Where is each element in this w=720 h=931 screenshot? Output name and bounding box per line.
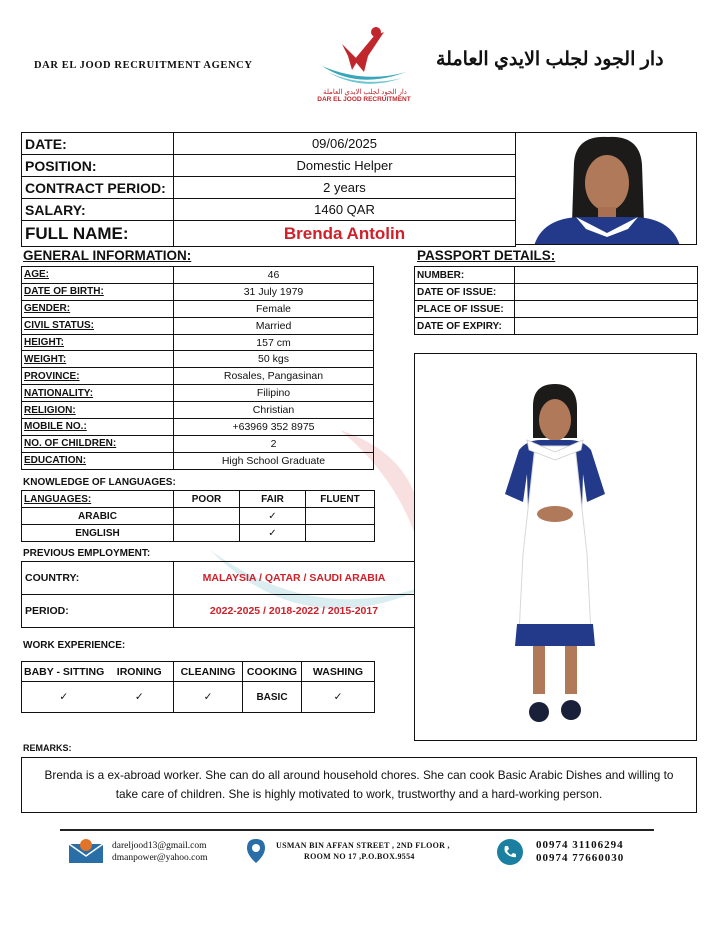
province-label: PROVINCE: — [22, 368, 174, 385]
footer-address-1: USMAN BIN AFFAN STREET , 2ND FLOOR , — [276, 841, 450, 850]
washing-header: WASHING — [302, 662, 375, 682]
full-body-photo — [414, 353, 697, 741]
english-fluent — [306, 525, 375, 542]
languages-table — [21, 490, 375, 542]
logo-text-ar: دار الجود لجلب الايدي العاملة — [323, 89, 407, 96]
logo-text-en: DAR EL JOOD RECRUITMENT — [317, 96, 411, 103]
english-poor — [174, 525, 240, 542]
english-label: ENGLISH — [22, 525, 174, 542]
work-experience-heading: WORK EXPERIENCE: — [23, 640, 126, 651]
civil-status-value: Married — [174, 317, 374, 334]
height-value: 157 cm — [174, 334, 374, 351]
english-fair-check: ✓ — [240, 525, 306, 542]
agency-name-ar: دار الجود لجلب الايدي العاملة — [436, 49, 664, 70]
contract-period-label: CONTRACT PERIOD: — [22, 177, 174, 199]
email-icon — [68, 838, 104, 869]
nationality-label: NATIONALITY: — [22, 385, 174, 402]
footer-phone-2: 00974 77660030 — [536, 852, 625, 864]
children-label: NO. OF CHILDREN: — [22, 435, 174, 452]
passport-issue-date-label: DATE OF ISSUE: — [415, 284, 515, 301]
cooking-value: BASIC — [243, 682, 302, 713]
children-value: 2 — [174, 435, 374, 452]
dob-label: DATE OF BIRTH: — [22, 283, 174, 300]
poor-header: POOR — [174, 491, 240, 508]
languages-heading: KNOWLEDGE OF LANGUAGES: — [23, 477, 176, 488]
full-name-value: Brenda Antolin — [174, 221, 516, 247]
salary-label: SALARY: — [22, 199, 174, 221]
phone-icon — [496, 838, 524, 871]
religion-label: RELIGION: — [22, 402, 174, 419]
mobile-value: +63969 352 8975 — [174, 419, 374, 436]
age-value: 46 — [174, 267, 374, 284]
babysitting-header: BABY - SITTING — [22, 662, 106, 682]
date-value: 09/06/2025 — [174, 133, 516, 155]
ironing-header: IRONING — [106, 662, 174, 682]
passport-number-value — [515, 267, 698, 284]
fair-header: FAIR — [240, 491, 306, 508]
footer-address-2: ROOM NO 17 ,P.O.BOX.9554 — [304, 852, 415, 861]
contract-period-value: 2 years — [174, 177, 516, 199]
general-information-table — [21, 266, 374, 470]
passport-issue-date-value — [515, 284, 698, 301]
cleaning-header: CLEANING — [174, 662, 243, 682]
gender-value: Female — [174, 300, 374, 317]
weight-label: WEIGHT: — [22, 351, 174, 368]
passport-details-heading: PASSPORT DETAILS: — [417, 248, 556, 263]
remarks-heading: REMARKS: — [23, 743, 72, 753]
washing-check: ✓ — [302, 682, 375, 713]
babysitting-check: ✓ — [22, 682, 106, 713]
arabic-label: ARABIC — [22, 508, 174, 525]
passport-expiry-value — [515, 318, 698, 335]
passport-expiry-label: DATE OF EXPIRY: — [415, 318, 515, 335]
education-value: High School Graduate — [174, 452, 374, 469]
passport-issue-place-label: PLACE OF ISSUE: — [415, 301, 515, 318]
languages-header-label: LANGUAGES: — [22, 491, 174, 508]
country-value: MALAYSIA / QATAR / SAUDI ARABIA — [174, 562, 415, 595]
civil-status-label: CIVIL STATUS: — [22, 317, 174, 334]
period-label: PERIOD: — [22, 595, 174, 628]
province-value: Rosales, Pangasinan — [174, 368, 374, 385]
agency-logo — [318, 26, 412, 90]
location-pin-icon — [246, 838, 266, 869]
footer-email-1: dareljood13@gmail.com — [112, 841, 207, 851]
previous-employment-table — [21, 561, 415, 628]
fluent-header: FLUENT — [306, 491, 375, 508]
salary-value: 1460 QAR — [174, 199, 516, 221]
footer-divider — [60, 829, 654, 831]
gender-label: GENDER: — [22, 300, 174, 317]
cleaning-check: ✓ — [174, 682, 243, 713]
arabic-fluent — [306, 508, 375, 525]
full-name-label: FULL NAME: — [22, 221, 174, 247]
mobile-label: MOBILE NO.: — [22, 419, 174, 436]
passport-issue-place-value — [515, 301, 698, 318]
passport-number-label: NUMBER: — [415, 267, 515, 284]
job-summary-table — [21, 132, 516, 247]
work-experience-table — [21, 661, 375, 713]
education-label: EDUCATION: — [22, 452, 174, 469]
footer-phone-1: 00974 31106294 — [536, 839, 624, 851]
previous-employment-heading: PREVIOUS EMPLOYMENT: — [23, 548, 151, 559]
religion-value: Christian — [174, 402, 374, 419]
country-label: COUNTRY: — [22, 562, 174, 595]
arabic-poor — [174, 508, 240, 525]
remarks-text: Brenda is a ex-abroad worker. She can do all around household chores. She can cook Basic Arabic Dishes and willing to take care of children. She is highly motivated to work, trustworthy and a hard-working person. — [21, 757, 697, 813]
position-label: POSITION: — [22, 155, 174, 177]
footer-email-2: dmanpower@yahoo.com — [112, 853, 208, 863]
passport-details-table — [414, 266, 698, 335]
date-label: DATE: — [22, 133, 174, 155]
nationality-value: Filipino — [174, 385, 374, 402]
general-information-heading: GENERAL INFORMATION: — [23, 248, 192, 263]
arabic-fair-check: ✓ — [240, 508, 306, 525]
age-label: AGE: — [22, 267, 174, 284]
ironing-check: ✓ — [106, 682, 174, 713]
headshot-photo — [515, 132, 697, 245]
dob-value: 31 July 1979 — [174, 283, 374, 300]
weight-value: 50 kgs — [174, 351, 374, 368]
period-value: 2022-2025 / 2018-2022 / 2015-2017 — [174, 595, 415, 628]
height-label: HEIGHT: — [22, 334, 174, 351]
position-value: Domestic Helper — [174, 155, 516, 177]
cooking-header: COOKING — [243, 662, 302, 682]
agency-name-en: DAR EL JOOD RECRUITMENT AGENCY — [34, 60, 253, 71]
